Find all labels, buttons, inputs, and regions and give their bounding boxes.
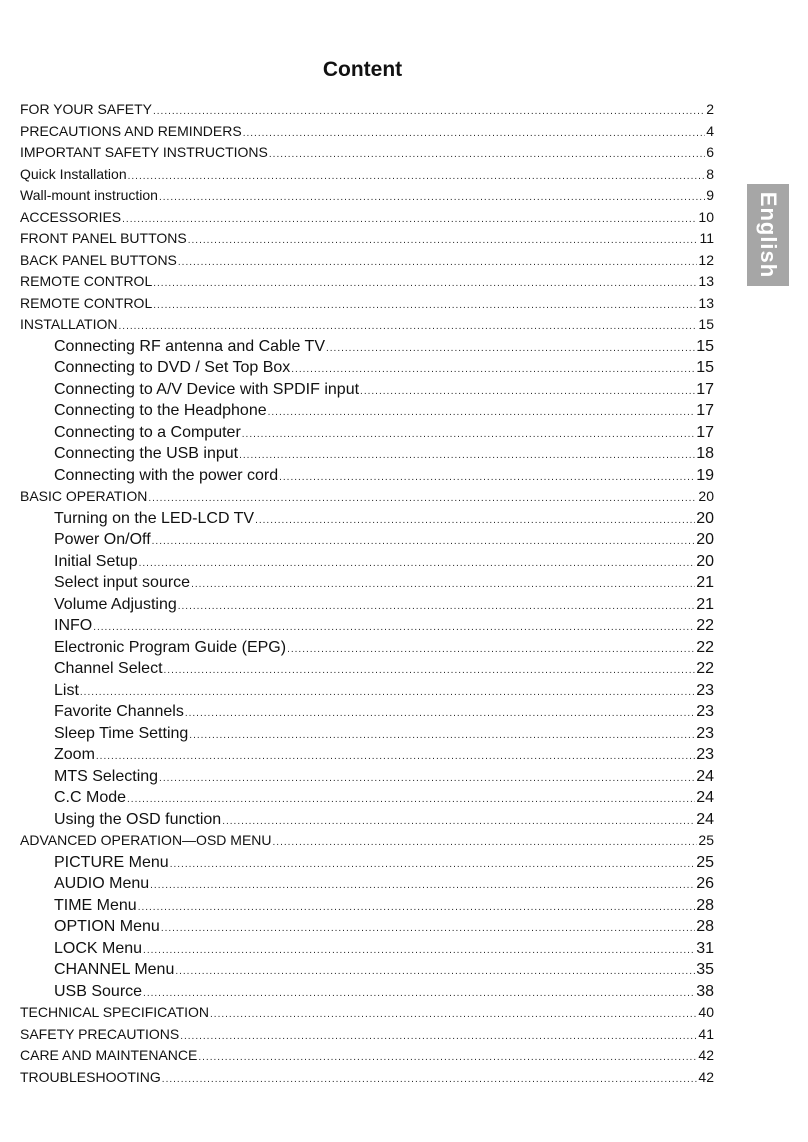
toc-entry-label: USB Source <box>54 982 143 1000</box>
toc-entry-label: Connecting to a Computer <box>54 423 241 441</box>
toc-subentry[interactable] <box>20 508 714 530</box>
toc-entry-page: 22 <box>696 617 714 634</box>
toc-entry-label: TIME Menu <box>54 896 137 914</box>
toc-entry-label: Favorite Channels <box>54 703 184 720</box>
toc-entry-page: 15 <box>698 316 714 332</box>
dot-leader <box>185 703 695 723</box>
dot-leader <box>150 875 695 895</box>
toc-entry-label: Volume Adjusting <box>54 595 177 613</box>
toc-entry-page: 17 <box>696 423 714 441</box>
toc-subentry[interactable] <box>20 551 714 573</box>
toc-entry-label: CARE AND MAINTENANCE <box>20 1047 198 1063</box>
dot-leader <box>162 1069 698 1089</box>
toc-entry-page: 24 <box>696 810 714 828</box>
toc-entry-page: 42 <box>698 1068 714 1085</box>
toc-entry-page: 38 <box>696 982 714 1000</box>
toc-entry-label: Connecting to DVD / Set Top Box <box>54 359 291 376</box>
dot-leader <box>139 553 696 573</box>
dot-leader <box>153 295 697 315</box>
toc-entry[interactable] <box>20 121 714 143</box>
dot-leader <box>269 144 705 164</box>
toc-entry-label: Connecting with the power cord <box>54 466 279 484</box>
dot-leader <box>239 445 695 465</box>
dot-leader <box>143 940 695 960</box>
dot-leader <box>279 467 695 487</box>
toc-subentry[interactable] <box>20 787 714 809</box>
toc-subentry[interactable] <box>20 357 714 379</box>
toc-entry-page: 26 <box>696 875 714 892</box>
toc-entry[interactable] <box>20 164 714 186</box>
dot-leader <box>122 209 697 229</box>
toc-entry-label: Connecting to A/V Device with SPDIF input <box>54 380 360 398</box>
toc-entry[interactable] <box>20 293 714 315</box>
toc-subentry[interactable] <box>20 852 714 874</box>
toc-subentry[interactable] <box>20 400 714 422</box>
toc-entry-label: List <box>54 681 79 699</box>
toc-entry-page: 12 <box>698 251 714 268</box>
toc-entry[interactable] <box>20 185 714 207</box>
toc-entry-page: 17 <box>696 402 714 419</box>
toc-entry-page: 28 <box>696 896 714 914</box>
toc-entry[interactable] <box>20 1045 714 1067</box>
toc-entry-page: 2 <box>706 101 714 117</box>
toc-entry-page: 23 <box>696 724 714 742</box>
dot-leader <box>178 596 695 616</box>
toc-entry-label: Sleep Time Setting <box>54 724 189 742</box>
toc-entry[interactable] <box>20 314 714 336</box>
toc-subentry[interactable] <box>20 744 714 766</box>
toc-entry-page: 31 <box>696 939 714 957</box>
toc-entry-page: 20 <box>696 509 714 527</box>
toc-entry-label: Connecting RF antenna and Cable TV <box>54 337 325 355</box>
dot-leader <box>175 961 695 981</box>
toc-entry-page: 21 <box>696 595 714 613</box>
toc-subentry[interactable] <box>20 680 714 702</box>
toc-entry-label: BASIC OPERATION <box>20 488 148 504</box>
dot-leader <box>170 854 696 874</box>
dot-leader <box>127 789 695 809</box>
toc-subentry[interactable] <box>20 594 714 616</box>
toc-entry-page: 17 <box>696 380 714 398</box>
toc-entry-label: Channel Select <box>54 660 163 677</box>
toc-entry-label: INFO <box>54 617 93 634</box>
toc-entry-page: 23 <box>696 703 714 720</box>
dot-leader <box>198 1047 697 1067</box>
toc-entry-page: 20 <box>698 488 714 504</box>
dot-leader <box>153 101 705 121</box>
toc-entry-label: C.C Mode <box>54 789 127 806</box>
toc-entry-page: 8 <box>706 165 714 182</box>
table-of-contents <box>20 99 714 1088</box>
toc-entry-label: ACCESSORIES <box>20 208 122 225</box>
toc-subentry[interactable] <box>20 572 714 594</box>
toc-entry-page: 13 <box>698 294 714 311</box>
toc-entry[interactable] <box>20 99 714 121</box>
dot-leader <box>178 252 698 272</box>
toc-entry[interactable] <box>20 1002 714 1024</box>
toc-subentry[interactable] <box>20 981 714 1003</box>
toc-entry-page: 11 <box>699 230 714 246</box>
toc-entry-label: TROUBLESHOOTING <box>20 1068 161 1085</box>
toc-subentry[interactable] <box>20 658 714 680</box>
toc-entry-page: 22 <box>696 660 714 677</box>
toc-subentry[interactable] <box>20 959 714 981</box>
toc-subentry[interactable] <box>20 723 714 745</box>
toc-entry-page: 42 <box>698 1047 714 1063</box>
dot-leader <box>159 187 705 207</box>
toc-entry-label: Quick Installation <box>20 165 127 182</box>
toc-entry-label: PRECAUTIONS AND REMINDERS <box>20 122 242 139</box>
toc-subentry[interactable] <box>20 379 714 401</box>
toc-entry-label: Turning on the LED-LCD TV <box>54 509 255 527</box>
toc-subentry[interactable] <box>20 938 714 960</box>
toc-entry-label: SAFETY PRECAUTIONS <box>20 1025 180 1042</box>
toc-entry-page: 6 <box>706 144 714 160</box>
dot-leader <box>326 338 695 358</box>
toc-entry-label: Select input source <box>54 574 191 591</box>
toc-entry-page: 15 <box>696 359 714 376</box>
toc-entry-label: Connecting the USB input <box>54 445 239 462</box>
toc-subentry[interactable] <box>20 422 714 444</box>
toc-subentry[interactable] <box>20 895 714 917</box>
dot-leader <box>152 531 696 551</box>
toc-entry-page: 21 <box>696 574 714 591</box>
toc-subentry[interactable] <box>20 336 714 358</box>
toc-entry-label: Connecting to the Headphone <box>54 402 267 419</box>
toc-entry-label: FRONT PANEL BUTTONS <box>20 230 187 246</box>
dot-leader <box>159 768 695 788</box>
toc-entry-page: 20 <box>696 531 714 548</box>
toc-entry-page: 4 <box>706 122 714 139</box>
dot-leader <box>360 381 695 401</box>
toc-entry-label: LOCK Menu <box>54 939 143 957</box>
toc-entry-page: 24 <box>696 767 714 785</box>
toc-entry-label: Using the OSD function <box>54 810 222 828</box>
toc-entry-label: Zoom <box>54 746 95 763</box>
toc-subentry[interactable] <box>20 443 714 465</box>
dot-leader <box>148 488 697 508</box>
toc-entry-page: 40 <box>698 1004 714 1020</box>
toc-entry-label: Initial Setup <box>54 552 138 570</box>
dot-leader <box>180 1026 697 1046</box>
toc-entry-page: 22 <box>696 638 714 656</box>
toc-entry-label: OPTION Menu <box>54 918 160 935</box>
toc-entry[interactable] <box>20 250 714 272</box>
dot-leader <box>210 1004 697 1024</box>
dot-leader <box>80 682 695 702</box>
toc-subentry[interactable] <box>20 916 714 938</box>
dot-leader <box>242 424 695 444</box>
dot-leader <box>268 402 696 422</box>
dot-leader <box>273 832 698 852</box>
toc-subentry[interactable] <box>20 873 714 895</box>
toc-entry-label: Wall-mount instruction <box>20 187 158 203</box>
dot-leader <box>255 510 695 530</box>
toc-entry-label: Electronic Program Guide (EPG) <box>54 638 287 656</box>
toc-entry-page: 18 <box>696 445 714 462</box>
toc-subentry[interactable] <box>20 766 714 788</box>
dot-leader <box>222 811 695 831</box>
toc-entry[interactable] <box>20 271 714 293</box>
toc-entry-page: 13 <box>698 273 714 289</box>
toc-entry-page: 28 <box>696 918 714 935</box>
dot-leader <box>291 359 695 379</box>
toc-entry[interactable] <box>20 207 714 229</box>
toc-entry-page: 10 <box>698 208 714 225</box>
toc-entry-page: 23 <box>696 746 714 763</box>
toc-subentry[interactable] <box>20 529 714 551</box>
toc-subentry[interactable] <box>20 615 714 637</box>
dot-leader <box>243 123 706 143</box>
dot-leader <box>128 166 706 186</box>
toc-subentry[interactable] <box>20 809 714 831</box>
toc-entry-label: Power On/Off <box>54 531 151 548</box>
toc-subentry[interactable] <box>20 701 714 723</box>
toc-entry-page: 25 <box>698 832 714 848</box>
toc-subentry[interactable] <box>20 637 714 659</box>
toc-entry[interactable] <box>20 1067 714 1089</box>
toc-entry-label: ADVANCED OPERATION—OSD MENU <box>20 832 272 848</box>
toc-entry[interactable] <box>20 228 714 250</box>
dot-leader <box>189 725 695 745</box>
toc-entry-page: 19 <box>696 466 714 484</box>
toc-entry-label: BACK PANEL BUTTONS <box>20 251 177 268</box>
toc-entry-page: 15 <box>696 337 714 355</box>
toc-entry-page: 25 <box>696 853 714 871</box>
toc-entry-page: 41 <box>698 1025 714 1042</box>
toc-entry[interactable] <box>20 830 714 852</box>
toc-entry-page: 35 <box>696 961 714 978</box>
toc-entry-label: IMPORTANT SAFETY INSTRUCTIONS <box>20 144 268 160</box>
toc-entry-label: AUDIO Menu <box>54 875 150 892</box>
toc-subentry[interactable] <box>20 465 714 487</box>
toc-entry-label: MTS Selecting <box>54 767 159 785</box>
toc-entry-label: INSTALLATION <box>20 316 118 332</box>
toc-entry[interactable] <box>20 142 714 164</box>
dot-leader <box>161 918 695 938</box>
toc-entry-page: 24 <box>696 789 714 806</box>
toc-entry-label: REMOTE CONTROL <box>20 273 153 289</box>
toc-entry-label: PICTURE Menu <box>54 853 169 871</box>
dot-leader <box>188 230 699 250</box>
toc-entry[interactable] <box>20 1024 714 1046</box>
toc-entry-label: REMOTE CONTROL <box>20 294 153 311</box>
dot-leader <box>191 574 695 594</box>
dot-leader <box>143 983 695 1003</box>
dot-leader <box>119 316 698 336</box>
page-title: Content <box>322 58 403 81</box>
language-tab-label: English <box>756 191 782 279</box>
toc-entry-label: TECHNICAL SPECIFICATION <box>20 1004 210 1020</box>
dot-leader <box>164 660 696 680</box>
toc-entry-label: CHANNEL Menu <box>54 961 175 978</box>
dot-leader <box>138 897 696 917</box>
toc-entry-page: 9 <box>706 187 714 203</box>
dot-leader <box>93 617 695 637</box>
toc-entry-page: 20 <box>696 552 714 570</box>
toc-entry[interactable] <box>20 486 714 508</box>
toc-entry-label: FOR YOUR SAFETY <box>20 101 152 117</box>
dot-leader <box>153 273 697 293</box>
dot-leader <box>287 639 695 659</box>
language-tab <box>747 184 789 286</box>
dot-leader <box>96 746 695 766</box>
toc-entry-page: 23 <box>696 681 714 699</box>
